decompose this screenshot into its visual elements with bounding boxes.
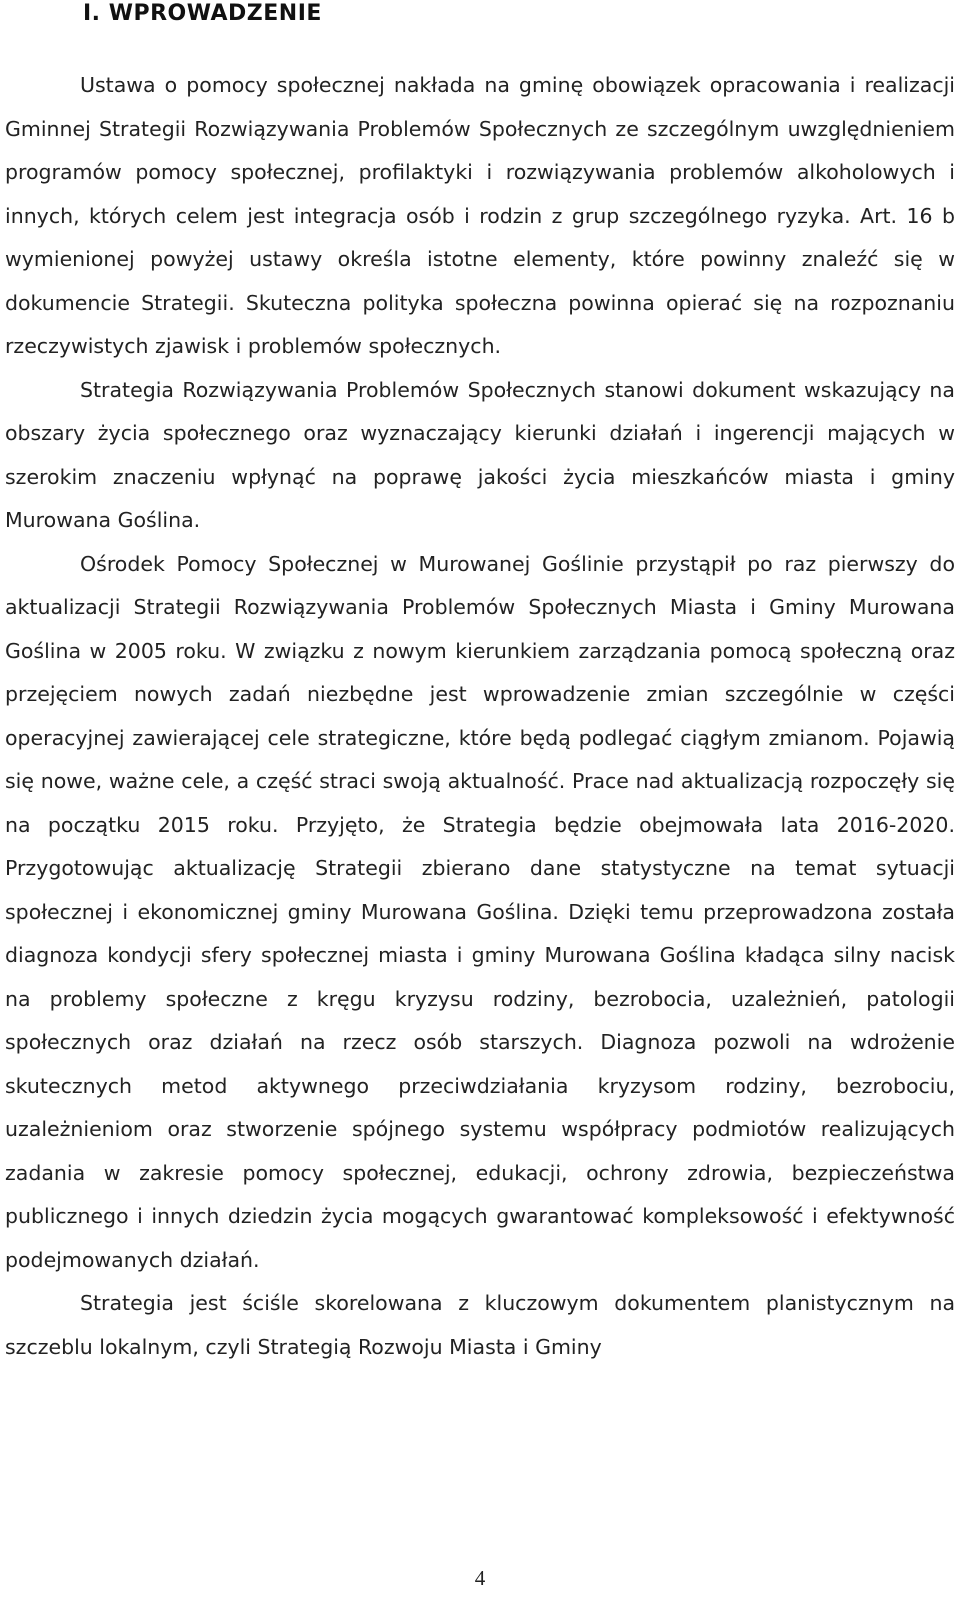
paragraph-3: Ośrodek Pomocy Społecznej w Murowanej Goślinie przystąpił po raz pierwszy do aktualizacji Strategii Rozwiązywania Problemów Społecznych Miasta i Gminy Murowana Goślina w 2005 roku. W związku z nowym kierunkiem zarządzania pomocą społeczną oraz przejęciem nowych zadań niezbędne jest wprowadzenie zmian szczególnie w części operacyjnej zawierającej cele strategiczne, które będą podlegać ciągłym zmianom. Pojawią się nowe, ważne cele, a część straci swoją aktualność. Prace nad aktualizacją rozpoczęły się na początku 2015 roku. Przyjęto, że Strategia będzie obejmowała lata 2016-2020. Przygotowując aktualizację Strategii zbierano dane statystyczne na temat sytuacji społecznej i ekonomicznej gminy Murowana Goślina. Dzięki temu przeprowadzona została diagnoza kondycji sfery społecznej miasta i gminy Murowana Goślina kładąca silny nacisk na problemy społeczne z kręgu kryzysu rodziny, bezrobocia, uzależnień, patologii społecznych oraz działań na rzecz osób starszych. Diagnoza pozwoli na wdrożenie skutecznych metod aktywnego przeciwdziałania kryzysom rodziny, bezrobociu, uzależnieniom oraz stworzenie spójnego systemu współpracy podmiotów realizujących zadania w zakresie pomocy społecznej, edukacji, ochrony zdrowia, bezpieczeństwa publicznego i innych dziedzin życia mogących gwarantować kompleksowość i efektywność podejmowanych działań. [5, 551, 955, 1272]
page-number: 4 [474, 1566, 486, 1590]
body-text [5, 64, 955, 1369]
paragraph-2: Strategia Rozwiązywania Problemów Społecznych stanowi dokument wskazujący na obszary życia społecznego oraz wyznaczający kierunki działań i ingerencji mających w szerokim znaczeniu wpłynąć na poprawę jakości życia mieszkańców miasta i gminy Murowana Goślina. [5, 377, 955, 532]
document-page [5, 0, 955, 1613]
section-heading: I. WPROWADZENIE [83, 1, 322, 26]
paragraph-4: Strategia jest ściśle skorelowana z kluczowym dokumentem planistycznym na szczeblu lokalnym, czyli Strategią Rozwoju Miasta i Gminy [5, 1291, 955, 1359]
paragraph-1: Ustawa o pomocy społecznej nakłada na gminę obowiązek opracowania i realizacji Gminnej Strategii Rozwiązywania Problemów Społecznych ze szczególnym uwzględnieniem programów pomocy społecznej, profilaktyki i rozwiązywania problemów alkoholowych i innych, których celem jest integracja osób i rodzin z grup szczególnego ryzyka. Art. 16 b wymienionej powyżej ustawy określa istotne elementy, które powinny znaleźć się w dokumencie Strategii. Skuteczna polityka społeczna powinna opierać się na rozpoznaniu rzeczywistych zjawisk i problemów społecznych. [5, 73, 955, 358]
